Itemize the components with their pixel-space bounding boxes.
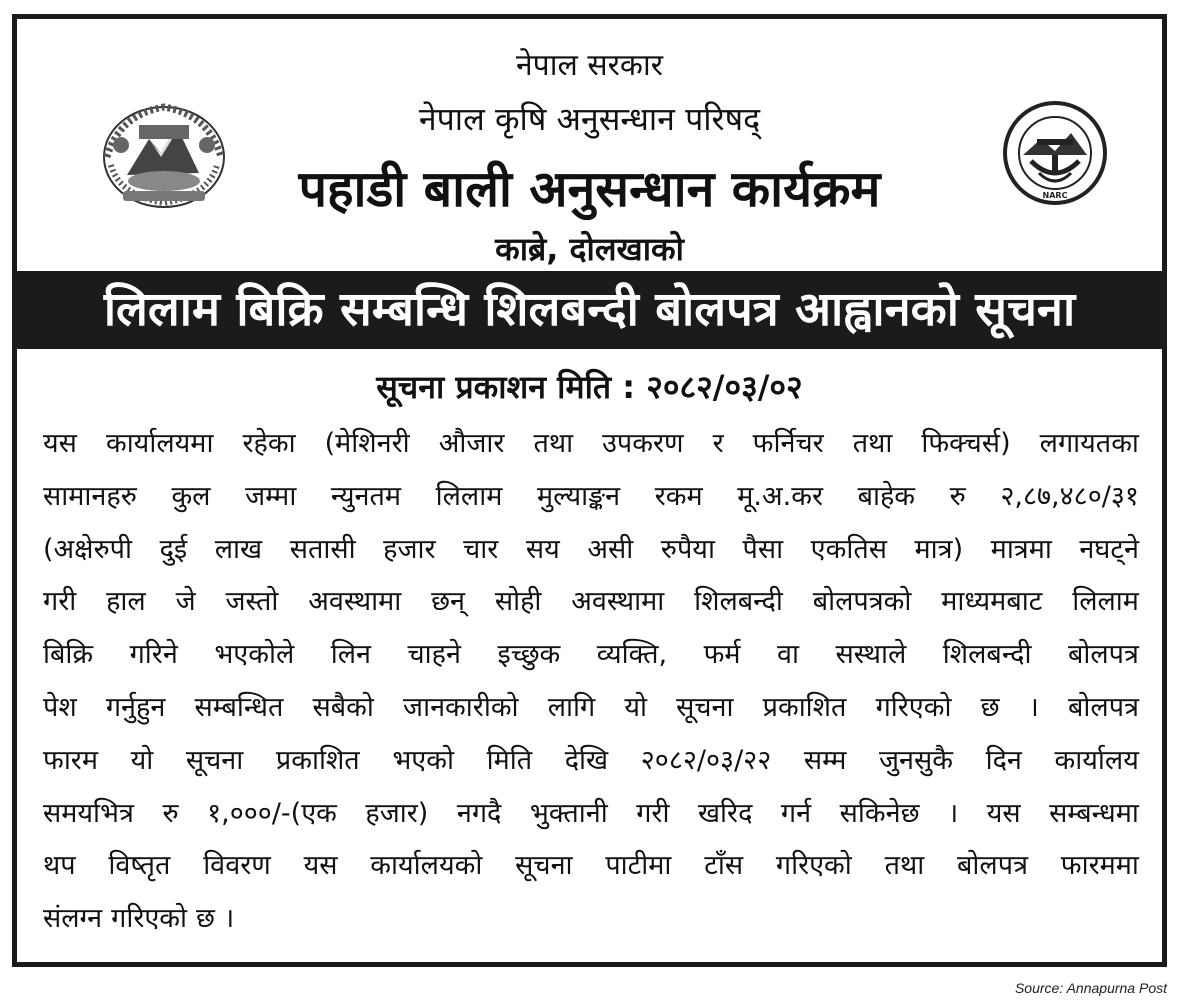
- body-line: सामानहरु कुल जम्मा न्युनतम लिलाम मुल्याङ्कन रकम मू.अ.कर बाहेक रु २,८७,४८०/३१: [43, 480, 1139, 512]
- body-line: गरी हाल जे जस्तो अवस्थामा छन् सोही अवस्थामा शिलबन्दी बोलपत्रको माध्यमबाट लिलाम: [43, 586, 1139, 618]
- government-name: नेपाल सरकार: [516, 48, 663, 83]
- council-name: नेपाल कृषि अनुसन्धान परिषद्: [418, 100, 761, 138]
- body-line: समयभित्र रु १,०००/-(एक हजार) नगदै भुक्तानी गरी खरिद गर्न सकिनेछ । यस सम्बन्धमा: [43, 797, 1139, 829]
- body-line: यस कार्यालयमा रहेका (मेशिनरी औजार तथा उपकरण र फर्निचर तथा फिक्चर्स) लगायतका: [43, 428, 1139, 459]
- office-location: काब्रे, दोलखाको: [495, 230, 684, 268]
- notice-title: लिलाम बिक्रि सम्बन्धि शिलबन्दी बोलपत्र आह्वानको सूचना: [17, 271, 1162, 349]
- program-name: पहाडी बाली अनुसन्धान कार्यक्रम: [298, 160, 881, 218]
- body-line: बिक्रि गरिने भएकोले लिन चाहने इच्छुक व्यक्ति, फर्म वा सस्थाले शिलबन्दी बोलपत्र: [43, 639, 1139, 671]
- notice-header: [17, 19, 1162, 271]
- publication-date: सूचना प्रकाशन मिति : २०८२/०३/०२: [376, 368, 803, 406]
- body-line: थप विष्तृत विवरण यस कार्यालयको सूचना पाटीमा टाँस गरिएको तथा बोलपत्र फारममा: [43, 850, 1139, 882]
- notice-frame: [12, 14, 1167, 967]
- body-line: संलग्न गरिएको छ ।: [43, 903, 235, 935]
- source-caption: Source: Annapurna Post: [1014, 980, 1167, 996]
- body-line: फारम यो सूचना प्रकाशित भएको मिति देखि २०८२/०३/२२ सम्म जुनसुकै दिन कार्यालय: [43, 744, 1139, 776]
- narc-logo-text: NARC: [1042, 191, 1068, 200]
- body-line: (अक्षेरुपी दुई लाख सतासी हजार चार सय असी रुपैया पैसा एकतिस मात्र) मात्रमा नघट्ने: [43, 533, 1139, 565]
- body-line: पेश गर्नुहुन सम्बन्धित सबैको जानकारीको लागि यो सूचना प्रकाशित गरिएको छ । बोलपत्र: [43, 691, 1139, 723]
- notice-body: [43, 423, 1139, 951]
